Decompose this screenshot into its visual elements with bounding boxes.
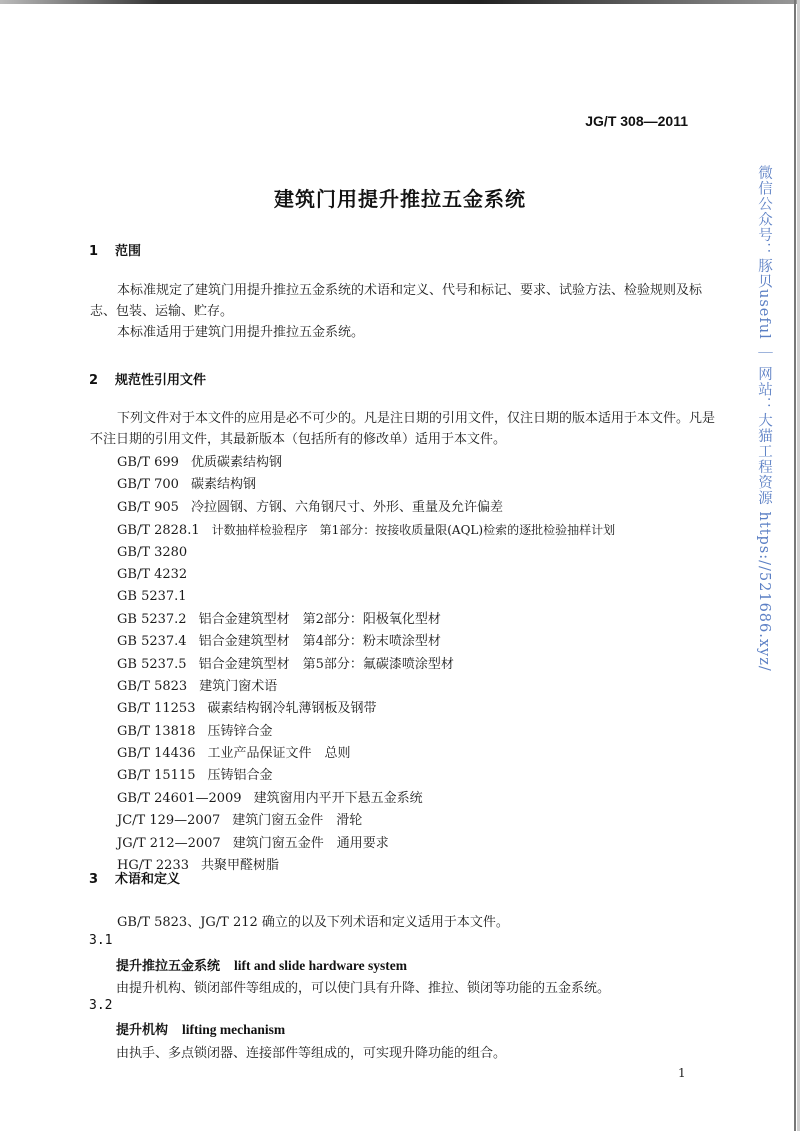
term-heading [116,1019,285,1038]
document-title: 建筑门用提升推拉五金系统 [274,187,526,211]
standard-code: JG/T 308—2011 [585,113,688,129]
reference-item [117,676,615,698]
term-zh: 提升推拉五金系统 [116,959,221,974]
reference-code: GB/T 24601—2009 [117,790,242,806]
paragraph: GB/T 5823、JG/T 212 确立的以及下列术语和定义适用于本文件。 [117,915,509,930]
term-definition: 由提升机构、锁闭部件等组成的，可以使门具有升降、推拉、锁闭等功能的五金系统。 [116,981,611,996]
reference-title: 计数抽样检验程序 第1部分：按接收质量限(AQL)检索的逐批检验抽样计划 [211,523,616,538]
reference-title: 优质碳素结构钢 [190,455,282,470]
reference-code: GB/T 699 [117,455,179,470]
reference-code: GB/T 3280 [117,544,188,560]
section-2-body [90,408,720,450]
reference-title: 工业产品保证文件 总则 [207,746,351,762]
reference-code: GB 5237.2 [117,611,187,627]
reference-title: 铝合金建筑型材 第2部分：阳极氧化型材 [198,611,441,627]
reference-item [117,474,615,496]
reference-code: GB/T 15115 [117,768,196,784]
reference-title: 建筑窗用内平开下悬五金系统 [253,790,423,806]
term-zh: 提升机构 [116,1023,169,1038]
term-en: lifting mechanism [182,1022,286,1037]
reference-title: 冷拉圆钢、方钢、六角钢尺寸、外形、重量及允许偏差 [190,499,503,515]
term-en: lift and slide hardware system [234,958,408,973]
reference-code: HG/T 2233 [117,858,189,874]
section-number: 1 [89,244,99,259]
normative-references-list [117,452,615,877]
reference-title: 压铸锌合金 [207,723,273,739]
section-title: 规范性引用文件 [115,373,207,388]
reference-item [117,631,615,653]
reference-code: GB/T 905 [117,499,179,515]
reference-item [117,743,615,765]
reference-item [117,564,615,586]
section-title: 范围 [115,244,142,259]
page-number: 1 [678,1066,686,1080]
reference-code: GB/T 13818 [117,723,196,739]
reference-title: 建筑门窗五金件 通用要求 [232,835,389,851]
reference-code: GB 5237.1 [117,589,187,605]
reference-title: 铝合金建筑型材 第5部分：氟碳漆喷涂型材 [198,656,454,672]
reference-item [117,698,615,720]
reference-item [117,654,615,676]
reference-title: 碳素结构钢 [190,477,256,493]
reference-title: 共聚甲醛树脂 [201,858,280,874]
scan-edge-right [794,0,796,1131]
watermark-text: 微信公众号：豚贝useful ｜ 网站：大猫工程资源 https://521686.xyz/ [756,165,772,672]
reference-code: GB/T 4232 [117,566,188,582]
paragraph: 本标准适用于建筑门用提升推拉五金系统。 [117,325,365,340]
reference-title: 建筑门窗五金件 滑轮 [232,813,363,829]
reference-item [117,609,615,631]
reference-item [117,586,615,608]
reference-item [117,765,615,787]
reference-item [117,721,615,743]
paragraph: 下列文件对于本文件的应用是必不可少的。凡是注日期的引用文件，仅注日期的版本适用于本文件。凡是不注日期的引用文件，其最新版本（包括所有的修改单）适用于本文件。 [90,411,716,447]
reference-code: GB/T 14436 [117,746,196,762]
reference-item [117,810,615,832]
term-heading [116,955,407,974]
section-number: 2 [89,373,99,388]
reference-code: GB/T 11253 [117,701,196,717]
clause-number: 3.2 [89,998,113,1013]
reference-title: 建筑门窗术语 [199,678,278,694]
reference-title: 压铸铝合金 [207,768,273,784]
reference-code: GB/T 5823 [117,678,188,694]
reference-title: 碳素结构钢冷轧薄钢板及钢带 [207,701,377,717]
section-1-heading [89,240,141,259]
reference-code: GB 5237.5 [117,656,187,672]
reference-code: JG/T 212—2007 [117,835,221,851]
section-3-heading [89,868,180,887]
reference-item [117,788,615,810]
clause-number: 3.1 [89,933,113,948]
reference-code: JC/T 129—2007 [117,813,221,829]
term-definition: 由执手、多点锁闭器、连接部件等组成的，可实现升降功能的组合。 [116,1046,507,1061]
reference-item [117,452,615,474]
section-2-heading [89,369,206,388]
paragraph: 本标准规定了建筑门用提升推拉五金系统的术语和定义、代号和标记、要求、试验方法、检验规则及标志、包装、运输、贮存。 [90,283,703,319]
reference-item [117,542,615,564]
reference-title: 铝合金建筑型材 第4部分：粉末喷涂型材 [198,634,441,650]
reference-item [117,833,615,855]
scan-edge-top [0,0,800,4]
section-title: 术语和定义 [115,872,181,887]
section-number: 3 [89,872,99,887]
reference-code: GB/T 700 [117,477,179,493]
reference-item [117,855,615,877]
section-1-body [90,280,720,343]
reference-code: GB/T 2828.1 [117,523,200,539]
section-3-body [90,912,720,933]
reference-code: GB 5237.4 [117,634,187,650]
reference-item [117,519,615,541]
reference-item [117,497,615,519]
